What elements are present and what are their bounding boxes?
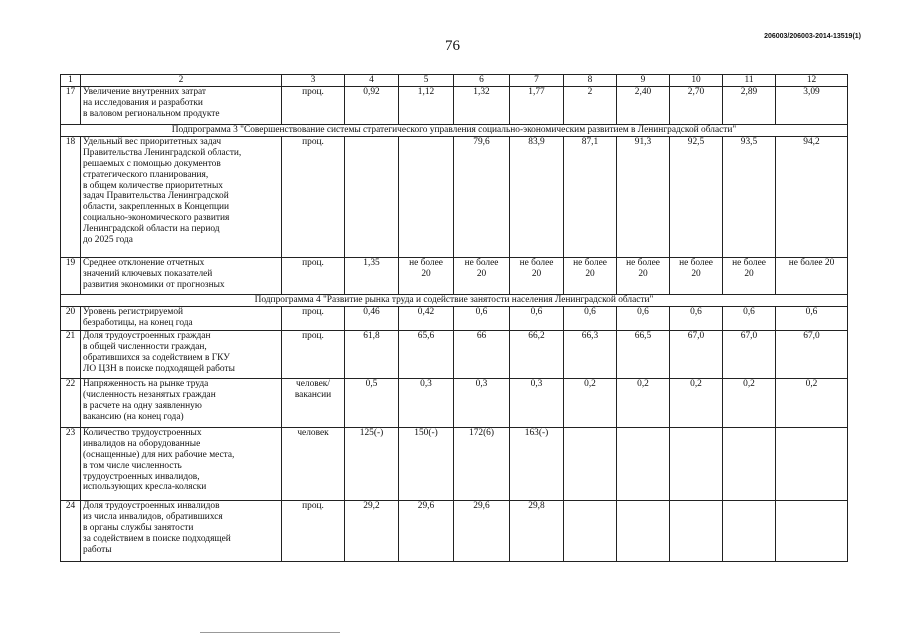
value-cell: не более 20 <box>564 257 617 294</box>
value-cell: 67,0 <box>776 330 848 378</box>
value-cell <box>564 427 617 500</box>
column-number: 4 <box>345 75 399 87</box>
value-cell: 67,0 <box>670 330 723 378</box>
indicator-name: Доля трудоустроенных инвалидов из числа инвалидов, обратившихся в органы службы занятости за содействием в поиске подходящей работы <box>81 500 282 561</box>
unit-cell: проц. <box>282 257 345 294</box>
table-row <box>61 136 848 257</box>
column-number: 9 <box>617 75 670 87</box>
column-number: 7 <box>510 75 564 87</box>
value-cell: 2,70 <box>670 86 723 124</box>
table-row <box>61 378 848 427</box>
value-cell: 65,6 <box>399 330 454 378</box>
indicator-name: Удельный вес приоритетных задач Правительства Ленинградской области, решаемых с помощью документов стратегического планирования, в общем количестве приоритетных задач Правительства Ленинградской области, закрепленных в Концепции социально-экономического развития Ленинградской области на период до 2025 года <box>81 136 282 257</box>
value-cell: 0,6 <box>510 306 564 330</box>
value-cell: 0,42 <box>399 306 454 330</box>
unit-cell: проц. <box>282 136 345 257</box>
table-row <box>61 257 848 294</box>
value-cell: 61,8 <box>345 330 399 378</box>
row-number: 23 <box>61 427 81 500</box>
table-header-row <box>61 75 848 87</box>
value-cell <box>723 500 776 561</box>
indicator-name: Напряженность на рынке труда (численность незанятых граждан в расчете на одну заявленную вакансию (на конец года) <box>81 378 282 427</box>
value-cell: 29,6 <box>454 500 510 561</box>
value-cell: 0,2 <box>776 378 848 427</box>
column-number: 12 <box>776 75 848 87</box>
value-cell: 66 <box>454 330 510 378</box>
unit-cell: проц. <box>282 500 345 561</box>
value-cell: не более 20 <box>454 257 510 294</box>
indicator-name: Среднее отклонение отчетных значений ключевых показателей развития экономики от прогнозных <box>81 257 282 294</box>
column-number: 2 <box>81 75 282 87</box>
value-cell: 29,2 <box>345 500 399 561</box>
page-number: 76 <box>445 38 460 54</box>
value-cell: 0,6 <box>670 306 723 330</box>
value-cell: 0,6 <box>723 306 776 330</box>
row-number: 18 <box>61 136 81 257</box>
indicator-name: Доля трудоустроенных граждан в общей численности граждан, обратившихся за содействием в ГКУ ЛО ЦЗН в поиске подходящей работы <box>81 330 282 378</box>
indicators-table <box>60 74 848 562</box>
column-number: 10 <box>670 75 723 87</box>
value-cell: не более 20 <box>723 257 776 294</box>
value-cell: 87,1 <box>564 136 617 257</box>
value-cell: не более 20 <box>510 257 564 294</box>
subprogram-row <box>61 124 848 136</box>
value-cell <box>345 136 399 257</box>
row-number: 22 <box>61 378 81 427</box>
column-number: 11 <box>723 75 776 87</box>
value-cell: 0,5 <box>345 378 399 427</box>
value-cell: не более 20 <box>776 257 848 294</box>
value-cell: 83,9 <box>510 136 564 257</box>
table-row <box>61 427 848 500</box>
value-cell <box>776 427 848 500</box>
value-cell: 0,3 <box>454 378 510 427</box>
value-cell: 0,46 <box>345 306 399 330</box>
column-number: 3 <box>282 75 345 87</box>
value-cell: 0,6 <box>564 306 617 330</box>
value-cell: 2,89 <box>723 86 776 124</box>
value-cell: 0,3 <box>399 378 454 427</box>
document-id: 206003/206003-2014-13519(1) <box>764 33 861 40</box>
value-cell <box>617 500 670 561</box>
unit-cell: человек/ вакансии <box>282 378 345 427</box>
value-cell <box>776 500 848 561</box>
value-cell <box>617 427 670 500</box>
row-number: 19 <box>61 257 81 294</box>
value-cell: не более 20 <box>617 257 670 294</box>
bottom-rule <box>200 632 340 633</box>
value-cell: 66,5 <box>617 330 670 378</box>
value-cell <box>670 500 723 561</box>
value-cell: 0,2 <box>670 378 723 427</box>
indicator-name: Увеличение внутренних затрат на исследования и разработки в валовом региональном продукте <box>81 86 282 124</box>
value-cell: 94,2 <box>776 136 848 257</box>
value-cell: 93,5 <box>723 136 776 257</box>
value-cell: 29,6 <box>399 500 454 561</box>
value-cell: 79,6 <box>454 136 510 257</box>
column-number: 8 <box>564 75 617 87</box>
subprogram-title: Подпрограмма 4 "Развитие рынка труда и содействие занятости населения Ленинградской области" <box>61 294 848 306</box>
column-number: 1 <box>61 75 81 87</box>
value-cell <box>564 500 617 561</box>
value-cell: 1,32 <box>454 86 510 124</box>
value-cell: 66,2 <box>510 330 564 378</box>
unit-cell: проц. <box>282 330 345 378</box>
value-cell: 2,40 <box>617 86 670 124</box>
column-number: 5 <box>399 75 454 87</box>
value-cell: 66,3 <box>564 330 617 378</box>
value-cell <box>670 427 723 500</box>
row-number: 20 <box>61 306 81 330</box>
value-cell: 150(-) <box>399 427 454 500</box>
indicator-name: Уровень регистрируемой безработицы, на конец года <box>81 306 282 330</box>
value-cell: 0,92 <box>345 86 399 124</box>
value-cell: 1,12 <box>399 86 454 124</box>
value-cell: 0,6 <box>454 306 510 330</box>
row-number: 17 <box>61 86 81 124</box>
table-row <box>61 86 848 124</box>
value-cell: 29,8 <box>510 500 564 561</box>
unit-cell: человек <box>282 427 345 500</box>
column-number: 6 <box>454 75 510 87</box>
value-cell: не более 20 <box>399 257 454 294</box>
row-number: 24 <box>61 500 81 561</box>
value-cell: 172(6) <box>454 427 510 500</box>
subprogram-title: Подпрограмма 3 "Совершенствование системы стратегического управления социально-экономическим развитием в Ленинградской области" <box>61 124 848 136</box>
table-row <box>61 306 848 330</box>
indicator-name: Количество трудоустроенных инвалидов на оборудованные (оснащенные) для них рабочие места, в том числе численность трудоустроенных инвалидов, использующих кресла-коляски <box>81 427 282 500</box>
value-cell: 0,2 <box>564 378 617 427</box>
value-cell <box>399 136 454 257</box>
row-number: 21 <box>61 330 81 378</box>
value-cell: 3,09 <box>776 86 848 124</box>
value-cell: 0,6 <box>776 306 848 330</box>
value-cell: 0,3 <box>510 378 564 427</box>
value-cell: не более 20 <box>670 257 723 294</box>
value-cell: 0,2 <box>723 378 776 427</box>
value-cell: 163(-) <box>510 427 564 500</box>
unit-cell: проц. <box>282 306 345 330</box>
value-cell: 125(-) <box>345 427 399 500</box>
table-row <box>61 330 848 378</box>
value-cell: 91,3 <box>617 136 670 257</box>
value-cell: 0,2 <box>617 378 670 427</box>
value-cell: 0,6 <box>617 306 670 330</box>
value-cell: 1,35 <box>345 257 399 294</box>
value-cell: 67,0 <box>723 330 776 378</box>
value-cell <box>723 427 776 500</box>
value-cell: 1,77 <box>510 86 564 124</box>
unit-cell: проц. <box>282 86 345 124</box>
subprogram-row <box>61 294 848 306</box>
table-row <box>61 500 848 561</box>
value-cell: 2 <box>564 86 617 124</box>
value-cell: 92,5 <box>670 136 723 257</box>
